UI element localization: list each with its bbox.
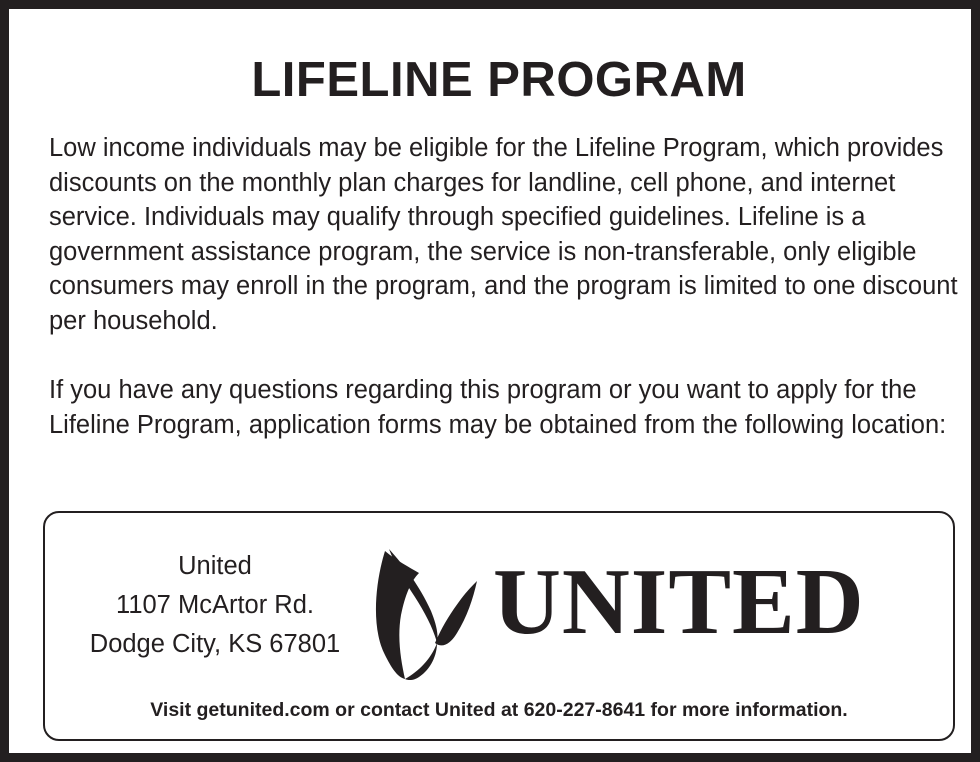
location-street: 1107 McArtor Rd.	[116, 591, 314, 619]
location-name: United	[178, 552, 252, 580]
united-swoosh-logo-icon	[375, 543, 479, 683]
united-wordmark: UNITED	[493, 550, 865, 654]
page-title: LIFELINE PROGRAM	[251, 53, 747, 107]
contact-footer: Visit getunited.com or contact United at 620-227-8641 for more information.	[150, 699, 848, 721]
address-block	[65, 547, 365, 664]
contact-box	[43, 511, 955, 741]
location-city: Dodge City, KS 67801	[89, 630, 341, 658]
application-paragraph: If you have any questions regarding this program or you want to apply for the Lifeline Program, application forms may be obtained from the following location:	[49, 376, 947, 439]
eligibility-paragraph: Low income individuals may be eligible for the Lifeline Program, which provides discounts on the monthly plan charges for landline, cell phone, and internet service. Individuals may qualify through specified guidelines. Lifeline is a government assistance program, the service is non-transferable, only eligible consumers may enroll in the program, and the program is limited to one discount per household.	[49, 134, 958, 335]
